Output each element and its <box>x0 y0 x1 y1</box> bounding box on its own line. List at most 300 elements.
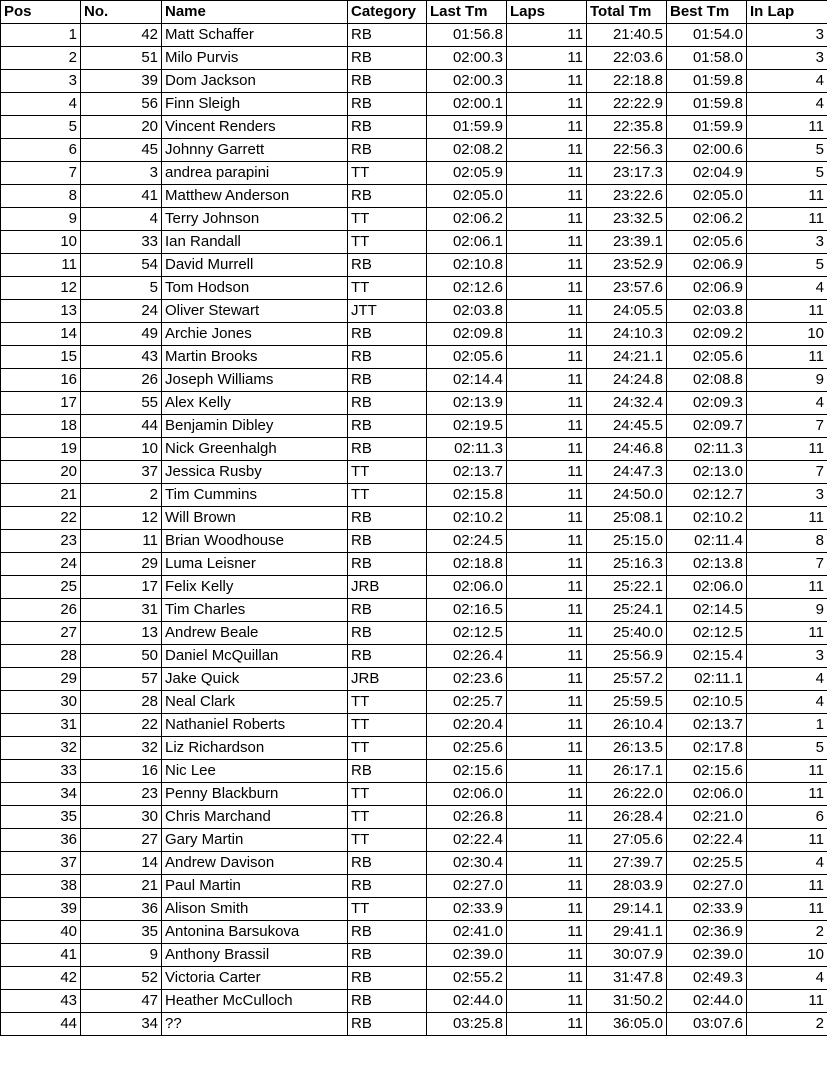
category-cell: RB <box>348 553 427 576</box>
last-time-cell: 02:15.6 <box>427 760 507 783</box>
category-cell: RB <box>348 254 427 277</box>
best-time-cell: 02:10.2 <box>667 507 747 530</box>
laps-cell: 11 <box>507 415 587 438</box>
laps-cell: 11 <box>507 530 587 553</box>
category-cell: RB <box>348 415 427 438</box>
pos-cell: 5 <box>1 116 81 139</box>
in-lap-cell: 4 <box>747 668 827 691</box>
name-cell: Andrew Beale <box>162 622 348 645</box>
laps-cell: 11 <box>507 484 587 507</box>
category-cell: TT <box>348 461 427 484</box>
table-row <box>1 461 827 484</box>
last-time-cell: 02:26.4 <box>427 645 507 668</box>
last-time-cell: 02:13.7 <box>427 461 507 484</box>
name-cell: Terry Johnson <box>162 208 348 231</box>
pos-cell: 24 <box>1 553 81 576</box>
pos-cell: 3 <box>1 70 81 93</box>
best-time-cell: 02:12.7 <box>667 484 747 507</box>
laps-cell: 11 <box>507 898 587 921</box>
number-cell: 52 <box>81 967 162 990</box>
name-cell: Brian Woodhouse <box>162 530 348 553</box>
number-cell: 9 <box>81 944 162 967</box>
last-time-cell: 02:11.3 <box>427 438 507 461</box>
total-time-cell: 23:32.5 <box>587 208 667 231</box>
laps-cell: 11 <box>507 507 587 530</box>
total-time-cell: 24:50.0 <box>587 484 667 507</box>
total-time-cell: 24:24.8 <box>587 369 667 392</box>
best-time-cell: 02:14.5 <box>667 599 747 622</box>
name-cell: Tom Hodson <box>162 277 348 300</box>
in-lap-cell: 11 <box>747 116 827 139</box>
table-row <box>1 346 827 369</box>
last-time-cell: 02:24.5 <box>427 530 507 553</box>
category-cell: TT <box>348 806 427 829</box>
table-row <box>1 139 827 162</box>
name-cell: Matthew Anderson <box>162 185 348 208</box>
pos-cell: 32 <box>1 737 81 760</box>
table-row <box>1 24 827 47</box>
in-lap-cell: 2 <box>747 1013 827 1036</box>
laps-cell: 11 <box>507 944 587 967</box>
name-cell: Dom Jackson <box>162 70 348 93</box>
total-time-cell: 26:22.0 <box>587 783 667 806</box>
best-time-cell: 02:09.2 <box>667 323 747 346</box>
table-row <box>1 645 827 668</box>
best-time-cell: 02:17.8 <box>667 737 747 760</box>
total-time-cell: 24:10.3 <box>587 323 667 346</box>
pos-cell: 6 <box>1 139 81 162</box>
total-time-cell: 25:22.1 <box>587 576 667 599</box>
total-time-cell: 24:21.1 <box>587 346 667 369</box>
number-cell: 17 <box>81 576 162 599</box>
name-cell: Penny Blackburn <box>162 783 348 806</box>
table-row <box>1 1013 827 1036</box>
pos-cell: 35 <box>1 806 81 829</box>
category-cell: RB <box>348 70 427 93</box>
best-time-cell: 02:06.2 <box>667 208 747 231</box>
best-time-cell: 02:11.4 <box>667 530 747 553</box>
number-cell: 35 <box>81 921 162 944</box>
in-lap-cell: 3 <box>747 47 827 70</box>
category-cell: RB <box>348 392 427 415</box>
last-time-cell: 02:30.4 <box>427 852 507 875</box>
category-cell: RB <box>348 967 427 990</box>
laps-cell: 11 <box>507 967 587 990</box>
total-time-cell: 23:17.3 <box>587 162 667 185</box>
category-cell: RB <box>348 139 427 162</box>
name-cell: Johnny Garrett <box>162 139 348 162</box>
best-time-cell: 02:06.9 <box>667 254 747 277</box>
name-cell: Jake Quick <box>162 668 348 691</box>
category-cell: RB <box>348 944 427 967</box>
category-cell: RB <box>348 599 427 622</box>
number-cell: 3 <box>81 162 162 185</box>
category-cell: TT <box>348 277 427 300</box>
category-cell: JRB <box>348 668 427 691</box>
best-time-cell: 02:15.6 <box>667 760 747 783</box>
in-lap-cell: 2 <box>747 921 827 944</box>
in-lap-cell: 9 <box>747 369 827 392</box>
table-row <box>1 254 827 277</box>
in-lap-cell: 11 <box>747 990 827 1013</box>
in-lap-cell: 7 <box>747 553 827 576</box>
total-time-cell: 24:32.4 <box>587 392 667 415</box>
best-time-cell: 02:25.5 <box>667 852 747 875</box>
number-cell: 56 <box>81 93 162 116</box>
laps-cell: 11 <box>507 783 587 806</box>
best-time-cell: 02:04.9 <box>667 162 747 185</box>
header-no: No. <box>81 1 162 24</box>
number-cell: 22 <box>81 714 162 737</box>
in-lap-cell: 11 <box>747 622 827 645</box>
name-cell: David Murrell <box>162 254 348 277</box>
name-cell: Victoria Carter <box>162 967 348 990</box>
laps-cell: 11 <box>507 921 587 944</box>
number-cell: 34 <box>81 1013 162 1036</box>
laps-cell: 11 <box>507 461 587 484</box>
in-lap-cell: 4 <box>747 277 827 300</box>
total-time-cell: 25:16.3 <box>587 553 667 576</box>
last-time-cell: 02:22.4 <box>427 829 507 852</box>
last-time-cell: 02:41.0 <box>427 921 507 944</box>
in-lap-cell: 7 <box>747 415 827 438</box>
best-time-cell: 02:12.5 <box>667 622 747 645</box>
in-lap-cell: 4 <box>747 852 827 875</box>
table-row <box>1 898 827 921</box>
last-time-cell: 02:26.8 <box>427 806 507 829</box>
header-row <box>1 1 827 24</box>
number-cell: 27 <box>81 829 162 852</box>
last-time-cell: 02:25.6 <box>427 737 507 760</box>
laps-cell: 11 <box>507 185 587 208</box>
name-cell: Anthony Brassil <box>162 944 348 967</box>
header-name: Name <box>162 1 348 24</box>
name-cell: Nick Greenhalgh <box>162 438 348 461</box>
table-row <box>1 93 827 116</box>
pos-cell: 14 <box>1 323 81 346</box>
laps-cell: 11 <box>507 139 587 162</box>
best-time-cell: 02:08.8 <box>667 369 747 392</box>
laps-cell: 11 <box>507 990 587 1013</box>
category-cell: TT <box>348 829 427 852</box>
laps-cell: 11 <box>507 553 587 576</box>
name-cell: Matt Schaffer <box>162 24 348 47</box>
header-total-time: Total Tm <box>587 1 667 24</box>
total-time-cell: 29:41.1 <box>587 921 667 944</box>
number-cell: 57 <box>81 668 162 691</box>
best-time-cell: 02:49.3 <box>667 967 747 990</box>
table-row <box>1 875 827 898</box>
category-cell: TT <box>348 737 427 760</box>
category-cell: TT <box>348 162 427 185</box>
total-time-cell: 22:35.8 <box>587 116 667 139</box>
in-lap-cell: 11 <box>747 346 827 369</box>
number-cell: 23 <box>81 783 162 806</box>
in-lap-cell: 5 <box>747 162 827 185</box>
laps-cell: 11 <box>507 622 587 645</box>
name-cell: Will Brown <box>162 507 348 530</box>
pos-cell: 29 <box>1 668 81 691</box>
best-time-cell: 02:06.0 <box>667 783 747 806</box>
name-cell: Jessica Rusby <box>162 461 348 484</box>
pos-cell: 41 <box>1 944 81 967</box>
pos-cell: 26 <box>1 599 81 622</box>
best-time-cell: 01:58.0 <box>667 47 747 70</box>
laps-cell: 11 <box>507 576 587 599</box>
laps-cell: 11 <box>507 829 587 852</box>
category-cell: TT <box>348 691 427 714</box>
in-lap-cell: 11 <box>747 438 827 461</box>
table-row <box>1 944 827 967</box>
best-time-cell: 02:09.7 <box>667 415 747 438</box>
total-time-cell: 22:56.3 <box>587 139 667 162</box>
laps-cell: 11 <box>507 645 587 668</box>
table-row <box>1 162 827 185</box>
table-row <box>1 300 827 323</box>
number-cell: 10 <box>81 438 162 461</box>
in-lap-cell: 7 <box>747 461 827 484</box>
total-time-cell: 23:22.6 <box>587 185 667 208</box>
in-lap-cell: 11 <box>747 875 827 898</box>
pos-cell: 9 <box>1 208 81 231</box>
last-time-cell: 01:59.9 <box>427 116 507 139</box>
name-cell: Martin Brooks <box>162 346 348 369</box>
category-cell: TT <box>348 231 427 254</box>
number-cell: 21 <box>81 875 162 898</box>
laps-cell: 11 <box>507 346 587 369</box>
last-time-cell: 02:05.9 <box>427 162 507 185</box>
number-cell: 32 <box>81 737 162 760</box>
total-time-cell: 29:14.1 <box>587 898 667 921</box>
name-cell: Milo Purvis <box>162 47 348 70</box>
category-cell: RB <box>348 93 427 116</box>
last-time-cell: 02:44.0 <box>427 990 507 1013</box>
last-time-cell: 02:03.8 <box>427 300 507 323</box>
in-lap-cell: 11 <box>747 783 827 806</box>
in-lap-cell: 11 <box>747 760 827 783</box>
in-lap-cell: 4 <box>747 93 827 116</box>
name-cell: Heather McCulloch <box>162 990 348 1013</box>
header-pos: Pos <box>1 1 81 24</box>
category-cell: RB <box>348 438 427 461</box>
total-time-cell: 26:10.4 <box>587 714 667 737</box>
laps-cell: 11 <box>507 323 587 346</box>
number-cell: 50 <box>81 645 162 668</box>
number-cell: 26 <box>81 369 162 392</box>
number-cell: 14 <box>81 852 162 875</box>
laps-cell: 11 <box>507 47 587 70</box>
best-time-cell: 03:07.6 <box>667 1013 747 1036</box>
laps-cell: 11 <box>507 691 587 714</box>
category-cell: RB <box>348 369 427 392</box>
laps-cell: 11 <box>507 599 587 622</box>
category-cell: RB <box>348 323 427 346</box>
in-lap-cell: 3 <box>747 484 827 507</box>
best-time-cell: 02:11.3 <box>667 438 747 461</box>
category-cell: TT <box>348 208 427 231</box>
last-time-cell: 02:55.2 <box>427 967 507 990</box>
last-time-cell: 02:23.6 <box>427 668 507 691</box>
last-time-cell: 03:25.8 <box>427 1013 507 1036</box>
table-row <box>1 829 827 852</box>
laps-cell: 11 <box>507 806 587 829</box>
table-header <box>1 1 827 24</box>
table-row <box>1 599 827 622</box>
name-cell: Daniel McQuillan <box>162 645 348 668</box>
best-time-cell: 02:21.0 <box>667 806 747 829</box>
pos-cell: 44 <box>1 1013 81 1036</box>
number-cell: 49 <box>81 323 162 346</box>
number-cell: 39 <box>81 70 162 93</box>
pos-cell: 12 <box>1 277 81 300</box>
in-lap-cell: 10 <box>747 323 827 346</box>
last-time-cell: 02:05.6 <box>427 346 507 369</box>
table-row <box>1 668 827 691</box>
table-row <box>1 185 827 208</box>
last-time-cell: 02:06.0 <box>427 576 507 599</box>
last-time-cell: 02:00.1 <box>427 93 507 116</box>
number-cell: 29 <box>81 553 162 576</box>
pos-cell: 8 <box>1 185 81 208</box>
best-time-cell: 02:05.6 <box>667 231 747 254</box>
pos-cell: 27 <box>1 622 81 645</box>
number-cell: 24 <box>81 300 162 323</box>
last-time-cell: 02:16.5 <box>427 599 507 622</box>
pos-cell: 4 <box>1 93 81 116</box>
in-lap-cell: 10 <box>747 944 827 967</box>
name-cell: Ian Randall <box>162 231 348 254</box>
total-time-cell: 26:13.5 <box>587 737 667 760</box>
table-row <box>1 116 827 139</box>
best-time-cell: 02:10.5 <box>667 691 747 714</box>
pos-cell: 1 <box>1 24 81 47</box>
number-cell: 16 <box>81 760 162 783</box>
last-time-cell: 02:10.2 <box>427 507 507 530</box>
pos-cell: 20 <box>1 461 81 484</box>
name-cell: Gary Martin <box>162 829 348 852</box>
last-time-cell: 02:05.0 <box>427 185 507 208</box>
pos-cell: 34 <box>1 783 81 806</box>
category-cell: RB <box>348 875 427 898</box>
in-lap-cell: 4 <box>747 392 827 415</box>
number-cell: 37 <box>81 461 162 484</box>
total-time-cell: 24:47.3 <box>587 461 667 484</box>
total-time-cell: 27:05.6 <box>587 829 667 852</box>
table-row <box>1 806 827 829</box>
in-lap-cell: 11 <box>747 208 827 231</box>
table-row <box>1 323 827 346</box>
laps-cell: 11 <box>507 24 587 47</box>
laps-cell: 11 <box>507 300 587 323</box>
total-time-cell: 25:59.5 <box>587 691 667 714</box>
total-time-cell: 31:47.8 <box>587 967 667 990</box>
in-lap-cell: 3 <box>747 645 827 668</box>
number-cell: 2 <box>81 484 162 507</box>
name-cell: Joseph Williams <box>162 369 348 392</box>
laps-cell: 11 <box>507 70 587 93</box>
best-time-cell: 02:13.0 <box>667 461 747 484</box>
total-time-cell: 22:18.8 <box>587 70 667 93</box>
in-lap-cell: 11 <box>747 507 827 530</box>
laps-cell: 11 <box>507 162 587 185</box>
pos-cell: 7 <box>1 162 81 185</box>
name-cell: Benjamin Dibley <box>162 415 348 438</box>
best-time-cell: 01:54.0 <box>667 24 747 47</box>
laps-cell: 11 <box>507 438 587 461</box>
number-cell: 55 <box>81 392 162 415</box>
last-time-cell: 02:10.8 <box>427 254 507 277</box>
pos-cell: 31 <box>1 714 81 737</box>
name-cell: Paul Martin <box>162 875 348 898</box>
total-time-cell: 23:52.9 <box>587 254 667 277</box>
number-cell: 5 <box>81 277 162 300</box>
total-time-cell: 21:40.5 <box>587 24 667 47</box>
best-time-cell: 02:15.4 <box>667 645 747 668</box>
number-cell: 13 <box>81 622 162 645</box>
table-row <box>1 277 827 300</box>
pos-cell: 43 <box>1 990 81 1013</box>
total-time-cell: 24:46.8 <box>587 438 667 461</box>
pos-cell: 38 <box>1 875 81 898</box>
best-time-cell: 02:03.8 <box>667 300 747 323</box>
in-lap-cell: 5 <box>747 139 827 162</box>
category-cell: RB <box>348 24 427 47</box>
in-lap-cell: 3 <box>747 231 827 254</box>
number-cell: 30 <box>81 806 162 829</box>
table-row <box>1 737 827 760</box>
name-cell: ?? <box>162 1013 348 1036</box>
total-time-cell: 22:22.9 <box>587 93 667 116</box>
pos-cell: 39 <box>1 898 81 921</box>
table-row <box>1 208 827 231</box>
header-last-time: Last Tm <box>427 1 507 24</box>
total-time-cell: 24:05.5 <box>587 300 667 323</box>
best-time-cell: 02:05.6 <box>667 346 747 369</box>
number-cell: 42 <box>81 24 162 47</box>
pos-cell: 16 <box>1 369 81 392</box>
category-cell: RB <box>348 760 427 783</box>
number-cell: 28 <box>81 691 162 714</box>
number-cell: 20 <box>81 116 162 139</box>
total-time-cell: 23:39.1 <box>587 231 667 254</box>
table-row <box>1 783 827 806</box>
laps-cell: 11 <box>507 737 587 760</box>
in-lap-cell: 1 <box>747 714 827 737</box>
laps-cell: 11 <box>507 116 587 139</box>
category-cell: TT <box>348 783 427 806</box>
number-cell: 43 <box>81 346 162 369</box>
name-cell: Neal Clark <box>162 691 348 714</box>
pos-cell: 15 <box>1 346 81 369</box>
table-row <box>1 990 827 1013</box>
in-lap-cell: 11 <box>747 300 827 323</box>
in-lap-cell: 11 <box>747 898 827 921</box>
category-cell: RB <box>348 990 427 1013</box>
category-cell: RB <box>348 1013 427 1036</box>
best-time-cell: 02:13.7 <box>667 714 747 737</box>
laps-cell: 11 <box>507 208 587 231</box>
best-time-cell: 01:59.8 <box>667 70 747 93</box>
laps-cell: 11 <box>507 1013 587 1036</box>
last-time-cell: 02:20.4 <box>427 714 507 737</box>
name-cell: Antonina Barsukova <box>162 921 348 944</box>
last-time-cell: 02:09.8 <box>427 323 507 346</box>
best-time-cell: 02:00.6 <box>667 139 747 162</box>
laps-cell: 11 <box>507 714 587 737</box>
name-cell: Nathaniel Roberts <box>162 714 348 737</box>
category-cell: RB <box>348 645 427 668</box>
table-row <box>1 576 827 599</box>
